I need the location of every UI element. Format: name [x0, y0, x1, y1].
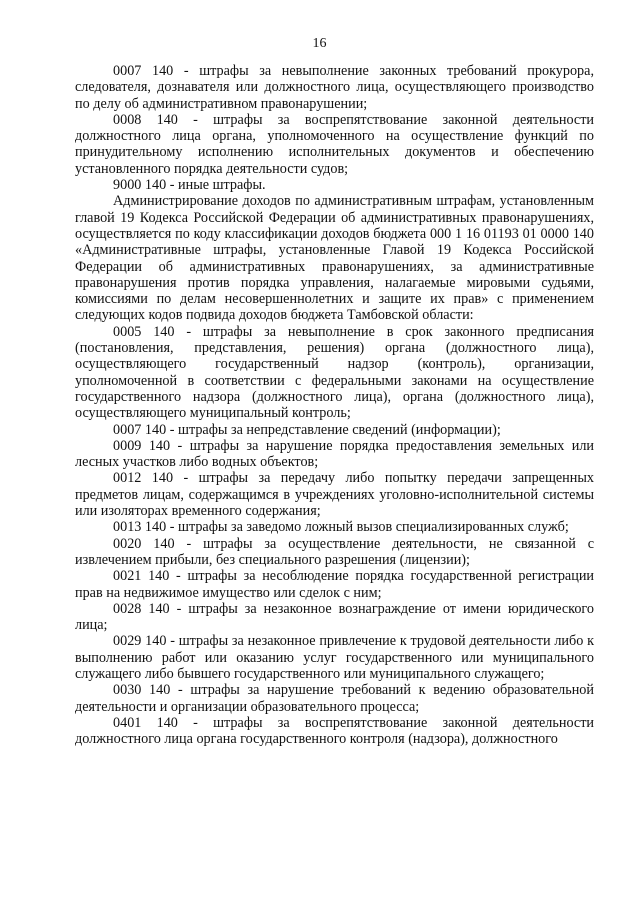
- paragraph-administration-chapter-19: Администрирование доходов по административным штрафам, установленным главой 19 Кодекса Российской Федерации об административных правонарушениях, осуществляется по коду классификации доходов бюджета 000 1 16 01193 01 0000 140 «Административные штрафы, установленные Главой 19 Кодекса Российской Федерации об административных правонарушениях, за административные правонарушения против порядка управления, налагаемые мировыми судьями, комиссиями по делам несовершеннолетних и защите их прав» с применением следующих кодов подвида доходов бюджета Тамбовской области:: [75, 193, 594, 324]
- paragraph-0030-140: 0030 140 - штрафы за нарушение требований к ведению образовательной деятельности и организации образовательного процесса;: [75, 682, 594, 715]
- paragraph-0005-140: 0005 140 - штрафы за невыполнение в срок законного предписания (постановления, представления, решения) органа (должностного лица), осуществляющего государственный надзор (контроль), организации, уполномоченной в соответствии с федеральными законами на осуществление государственного надзора (должностного лица), органа (должностного лица), осуществляющего муниципальный контроль;: [75, 323, 594, 422]
- document-body: [75, 63, 594, 747]
- paragraph-0020-140: 0020 140 - штрафы за осуществление деятельности, не связанной с извлечением прибыли, без специального разрешения (лицензии);: [75, 535, 594, 568]
- paragraph-0029-140: 0029 140 - штрафы за незаконное привлечение к трудовой деятельности либо к выполнению работ или оказанию услуг государственного или муниципального служащего либо бывшего государственного или муниципального служащего;: [75, 633, 594, 682]
- paragraph-0021-140: 0021 140 - штрафы за несоблюдение порядка государственной регистрации прав на недвижимое имущество или сделок с ним;: [75, 568, 594, 601]
- paragraph-0028-140: 0028 140 - штрафы за незаконное вознаграждение от имени юридического лица;: [75, 600, 594, 634]
- page-number: 16: [312, 36, 327, 51]
- paragraph-0007-140-information: 0007 140 - штрафы за непредставление сведений (информации);: [113, 421, 501, 438]
- paragraph-0012-140: 0012 140 - штрафы за передачу либо попытку передачи запрещенных предметов лицам, содержащимся в учреждениях уголовно-исполнительной системы или изоляторах временного содержания;: [75, 470, 594, 520]
- paragraph-0401-140: 0401 140 - штрафы за воспрепятствование законной деятельности должностного лица органа государственного контроля (надзора), должностного: [75, 714, 594, 748]
- paragraph-0008-140-obstruction: 0008 140 - штрафы за воспрепятствование законной деятельности должностного лица органа, уполномоченного на осуществление функций по принудительному исполнению исполнительных документов и обеспечению установленного порядка деятельности судов;: [75, 111, 594, 177]
- paragraph-0007-140-prosecutor: 0007 140 - штрафы за невыполнение законных требований прокурора, следователя, дознавателя или должностного лица, осуществляющего производство по делу об административном правонарушении;: [75, 63, 594, 112]
- paragraph-0009-140: 0009 140 - штрафы за нарушение порядка предоставления земельных или лесных участков либо водных объектов;: [75, 437, 594, 471]
- paragraph-0013-140: 0013 140 - штрафы за заведомо ложный вызов специализированных служб;: [113, 519, 569, 536]
- paragraph-9000-140-other-fines: 9000 140 - иные штрафы.: [113, 177, 266, 194]
